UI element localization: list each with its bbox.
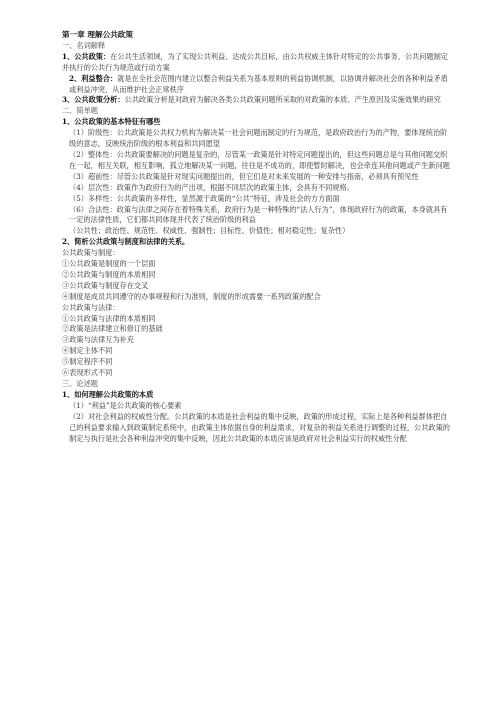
question-title: 1、如何理解公共政策的本质 [62, 389, 154, 399]
term-text: 公共政策分析是对政府为解决各类公共政策问题所采取的对政策的本质、产生原因及实施效果的研究 [124, 95, 441, 105]
term-text: 就是在全社会范围内建立以整合利益关系为基本原则的利益协调机制，以协调并解决社会的各种利益矛盾或利益冲突，从而维护社会正常秩序 [69, 73, 448, 94]
paragraph: （6）合法性：政策与法律之间存在着特殊关系，政府行为是一种特殊的“法人行为”，体现政府行为的政策，本身就具有一定的法律性质，它们都共同体现并代表了统治阶级的利益 [69, 204, 448, 225]
paragraph-summary: （公共性；政治性、规范性、权威性、强制性；目标性、价值性；相对稳定性；复杂性） [69, 226, 350, 236]
list-item: ④制定主体不同 [62, 346, 113, 356]
list-item: ②政策是法律建立和修订的基础 [62, 324, 163, 334]
paragraph: （1）“利益”是公共政策的核心要素 [69, 400, 182, 410]
list-item: ③政策与法律互为补充 [62, 335, 134, 345]
paragraph: （1）阶级性：公共政策是公共权力机构为解决某一社会问题而制定的行为规范，是政府政治行为的产物，要体现统治阶级的意志，反映统治阶级的根本利益和共同愿望 [69, 128, 448, 149]
term-label: 3、公共政策分析： [62, 95, 125, 105]
paragraph: （5）多样性：公共政策的多样性，显然源于政策的“公共”特征，涉及社会的方方面面 [69, 193, 340, 203]
chapter-title: 第一章 理解公共政策 [62, 30, 133, 39]
list-item: ①公共政策与法律的本质相同 [62, 313, 156, 323]
paragraph: （2）整体性：公共政策要解决的问题是复杂的，尽管某一政策是针对特定问题提出的，但这些问题总是与其他问题交织在一起，相互关联，相互影响，孤立地解决某一问题，往往是不成功的，即使暂时解决，也会牵连其他问题或产生新问题 [69, 149, 450, 170]
section-heading-short: 二、简单题 [62, 106, 98, 116]
list-item: ④制度是成员共同遵守的办事规程和行为准则，制度的形成需要一系列政策的配合 [62, 291, 321, 301]
term-definition [62, 52, 452, 74]
question-title: 2、简析公共政策与制度和法律的关系。 [62, 237, 190, 247]
term-label: 1、公共政策： [62, 51, 111, 61]
paragraph: （4）层次性：政策作为政府行为的产出项，根据不同层次的政策主体，会具有不同规格。 [69, 182, 354, 192]
paragraph: （3）超前性：尽管公共政策是针对现实问题提出的，但它们是对未来发展的一种安排与指南，必须具有预见性 [69, 171, 419, 181]
section-heading-essay: 三、论述题 [62, 379, 98, 388]
term-text: 在公共生活领域，为了实现公共利益、达成公共目标，由公共权威主体针对特定的公共事务、公共问题制定并执行的公共行为规范或行动方案 [62, 51, 448, 72]
paragraph: （2）对社会利益的权威性分配。公共政策的本质是社会利益的集中反映，政策的形成过程，实际上是各种利益群体把自己的利益要求输入到政策制定系统中，由政策主体依据自身的利益需求，对复杂的利益关系进行调整的过程，公共政策的制定与执行是社会各种利益冲突的集中反映，因此公共政策的本质应该是政府对社会利益实行的权威性分配 [69, 411, 450, 443]
list-item: ②公共政策与制度的本质相同 [62, 269, 156, 279]
list-item: ⑤制定程序不同 [62, 357, 113, 367]
list-item: ⑥表现形式不同 [62, 368, 113, 378]
term-label: 2、利益整合： [69, 73, 118, 83]
question-title: 1、公共政策的基本特征有哪些 [62, 117, 161, 127]
subheading: 公共政策与法律： [62, 302, 120, 312]
subheading: 公共政策与制度： [62, 248, 120, 258]
list-item: ①公共政策是制度的一个层面 [62, 259, 156, 269]
term-definition [62, 74, 452, 96]
section-heading-terms: 一、名词解释 [62, 40, 106, 50]
list-item: ③公共政策与制度存在交叉 [62, 280, 149, 290]
term-definition [62, 95, 452, 106]
